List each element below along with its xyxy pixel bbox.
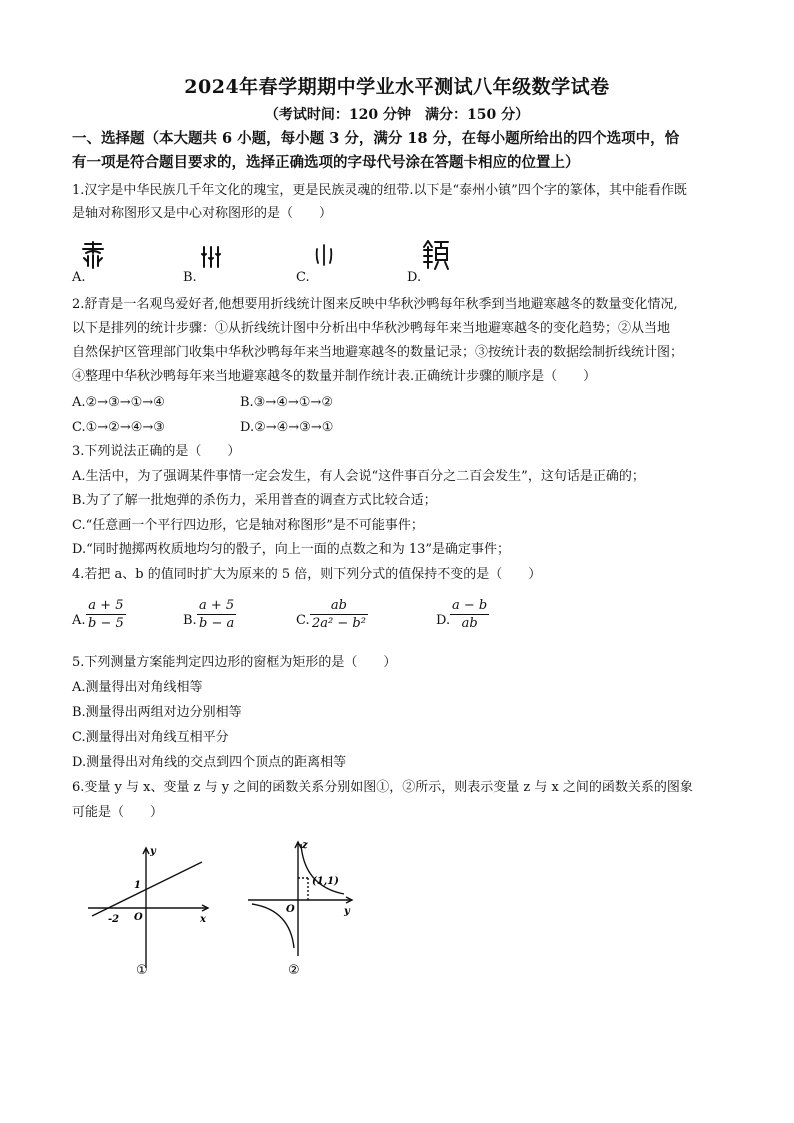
q5-stem: 5.下列测量方案能判定四边形的窗框为矩形的是（ ） <box>72 655 397 670</box>
q4-option-d-label: D. <box>436 613 451 628</box>
graph2-z-label: z <box>302 840 308 851</box>
q1-option-d-label: D. <box>407 270 422 285</box>
q4-stem: 4.若把 a、b 的值同时扩大为原来的 5 倍，则下列分式的值保持不变的是（ ） <box>72 567 542 582</box>
q4-option-a-fraction <box>86 598 126 631</box>
graph2-caption: ② <box>288 963 300 978</box>
q6-line1: 6.变量 y 与 x、变量 z 与 y 之间的函数关系分别如图①，②所示，则表示变量 z 与 x 之间的函数关系的图象 <box>72 780 693 795</box>
q3-option-a: A.生活中，为了强调某件事情一定会发生，有人会说“这件事百分之二百会发生”，这句话是正确的； <box>72 469 645 484</box>
q4-a-numerator: a + 5 <box>88 598 124 613</box>
q5-option-a: A.测量得出对角线相等 <box>72 680 203 695</box>
q3-stem: 3.下列说法正确的是（ ） <box>72 444 241 459</box>
q4-option-a-label: A. <box>72 613 86 628</box>
q1-option-b-label: B. <box>183 270 197 285</box>
graph1-x-label: x <box>200 914 206 925</box>
q4-a-denominator: b − 5 <box>88 616 124 631</box>
exam-title: 2024年春学期期中学业水平测试八年级数学试卷 <box>184 76 610 98</box>
q4-d-denominator: ab <box>450 614 489 631</box>
exam-subtitle: （考试时间：120 分钟 满分：150 分） <box>264 107 530 123</box>
q1-line1: 1.汉字是中华民族几千年文化的瑰宝，更是民族灵魂的纽带.以下是“泰州小镇”四个字的篆体，其中能看作既 <box>72 183 687 198</box>
q4-option-b-fraction <box>197 598 236 631</box>
q2-option-d: D.②→④→③→① <box>240 420 334 435</box>
q4-c-denominator: 2a² − b² <box>312 616 366 631</box>
q4-option-d-fraction <box>450 598 489 631</box>
q4-c-numerator: ab <box>330 598 347 613</box>
graph-1 <box>84 840 214 980</box>
q4-b-denominator: b − a <box>199 616 235 631</box>
graph-2 <box>244 834 362 980</box>
q3-option-c: C.“任意画一个平行四边形，它是轴对称图形”是不可能事件； <box>72 518 424 533</box>
q2-line2: 以下是排列的统计步骤：①从折线统计图中分析出中华秋沙鸭每年来当地避寒越冬的变化趋势；②从当地 <box>72 321 671 336</box>
q2-option-a: A.②→③→①→④ <box>72 395 165 410</box>
q5-option-d: D.测量得出对角线的交点到四个顶点的距离相等 <box>72 755 347 770</box>
q4-d-numerator: a − b <box>452 598 488 613</box>
graph2-origin: O <box>286 904 295 915</box>
graph2-y-label: y <box>344 906 350 917</box>
q2-option-b: B.③→④→①→② <box>240 395 333 410</box>
q4-option-c-fraction <box>310 598 368 631</box>
q6-line2: 可能是（ ） <box>72 805 164 820</box>
graph1-caption: ① <box>136 963 148 978</box>
graph1-origin: O <box>134 912 143 923</box>
q1-option-a-label: A. <box>72 270 86 285</box>
q5-option-c: C.测量得出对角线互相平分 <box>72 730 229 745</box>
q5-option-b: B.测量得出两组对边分别相等 <box>72 705 242 720</box>
q1-line2: 是轴对称图形又是中心对称图形的是（ ） <box>72 206 333 221</box>
q3-option-d: D.“同时抛掷两枚质地均匀的骰子，向上一面的点数之和为 13”是确定事件； <box>72 542 511 557</box>
graph2-point-label: (1,1) <box>312 876 339 887</box>
q4-option-b-label: B. <box>183 613 197 628</box>
section-heading-line1: 一、选择题（本大题共 6 小题，每小题 3 分，满分 18 分，在每小题所给出的四个选项中，恰 <box>72 130 680 147</box>
q2-line3: 自然保护区管理部门收集中华秋沙鸭每年来当地避寒越冬的数量记录；③按统计表的数据绘制折线统计图； <box>72 345 684 360</box>
section-heading-line2: 有一项是符合题目要求的，选择正确选项的字母代号涂在答题卡相应的位置上） <box>72 154 580 171</box>
seal-xiao-glyph-icon <box>313 243 335 267</box>
q1-option-c-label: C. <box>296 270 310 285</box>
graph1-y-label: y <box>150 846 156 857</box>
q4-option-c-label: C. <box>296 613 310 628</box>
q2-line1: 2.舒青是一名观鸟爱好者,他想要用折线统计图来反映中华秋沙鸭每年秋季到当地避寒越冬的数量变化情况, <box>72 297 678 312</box>
seal-tai-glyph-icon <box>80 240 106 270</box>
graph1-intercept-x: -2 <box>108 914 120 925</box>
q4-b-numerator: a + 5 <box>199 598 235 613</box>
q2-option-c: C.①→②→④→③ <box>72 420 165 435</box>
graph1-intercept-y: 1 <box>134 880 141 891</box>
seal-zhou-glyph-icon <box>199 245 223 269</box>
q3-option-b: B.为了了解一批炮弹的杀伤力，采用普查的调查方式比较合适； <box>72 493 437 508</box>
seal-zhen-glyph-icon <box>421 238 451 272</box>
q2-line4: ④整理中华秋沙鸭每年来当地避寒越冬的数量并制作统计表.正确统计步骤的顺序是（ ） <box>72 369 597 384</box>
